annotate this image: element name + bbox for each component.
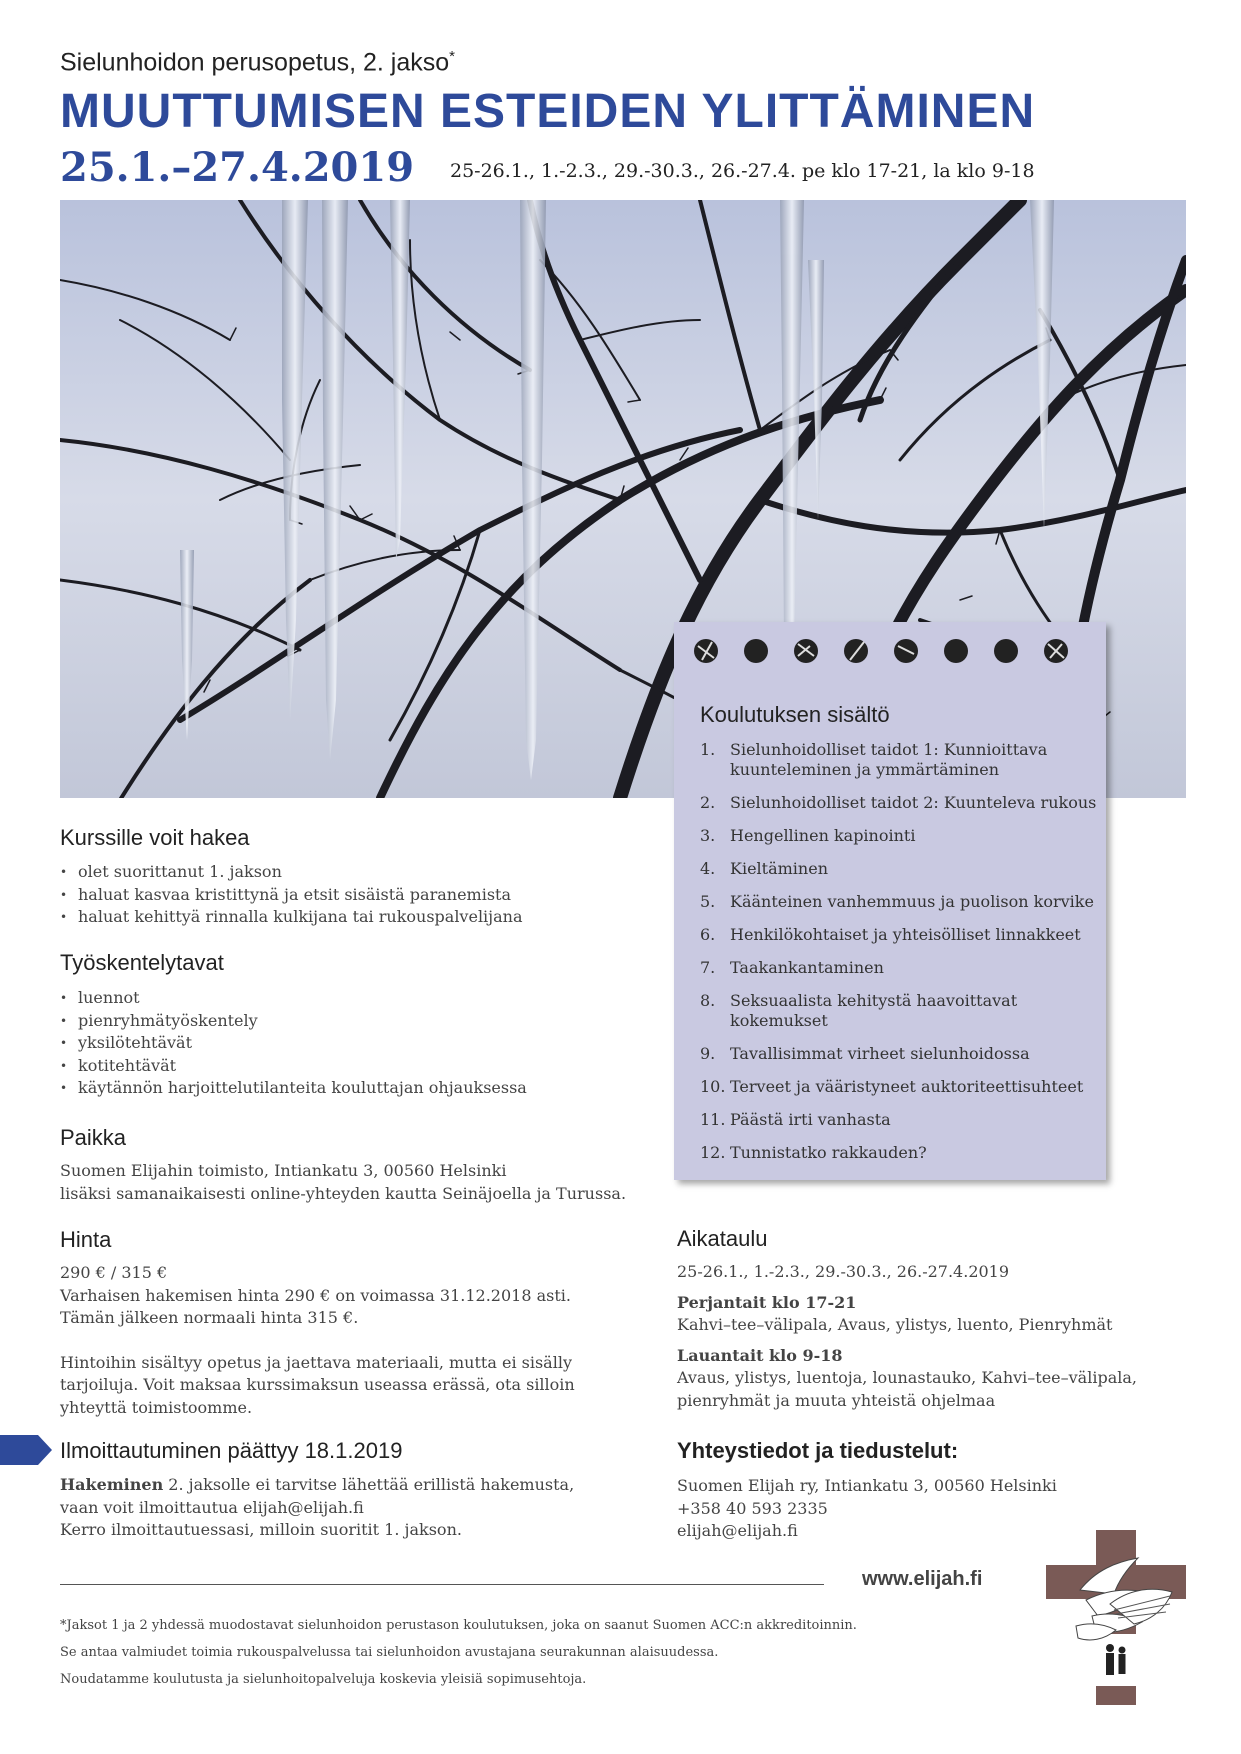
curriculum-item-text: Päästä irti vanhasta (730, 1110, 891, 1129)
curriculum-item-number: 1. (700, 740, 716, 759)
schedule-heading: Aikataulu (677, 1226, 768, 1251)
curriculum-item-number: 4. (700, 859, 716, 878)
curriculum-item-number: 3. (700, 826, 716, 845)
list-item: • haluat kasvaa kristittynä ja etsit sisäistä paranemista (60, 884, 523, 907)
curriculum-item-text: Seksuaalista kehitystä haavoittavat kokemukset (730, 991, 1018, 1030)
curriculum-item-text: Tunnistatko rakkauden? (730, 1143, 927, 1162)
decorative-dots (694, 636, 1094, 666)
footer-divider (60, 1584, 824, 1585)
curriculum-item (700, 740, 1100, 780)
contact-text: Suomen Elijah ry, Intiankatu 3, 00560 Helsinki +358 40 593 2335 elijah@elijah.fi (677, 1476, 1057, 1540)
registration-text: Hakeminen 2. jaksolle ei tarvitse lähettää erillistä hakemusta, vaan voit ilmoittautua elijah@elijah.fi Kerro ilmoittautuessasi, milloin suoritit 1. jakson. (60, 1475, 575, 1539)
curriculum-item (700, 1077, 1100, 1097)
curriculum-item (700, 1143, 1100, 1163)
list-item: • haluat kehittyä rinnalla kulkijana tai rukouspalvelijana (60, 906, 523, 929)
curriculum-item-number: 11. (700, 1110, 726, 1129)
methods-heading: Työskentelytavat (60, 950, 224, 975)
curriculum-item-text: Tavallisimmat virheet sielunhoidossa (730, 1044, 1030, 1063)
curriculum-heading: Koulutuksen sisältö (700, 702, 890, 727)
list-item: • olet suorittanut 1. jakson (60, 861, 523, 884)
curriculum-item-text: Terveet ja vääristyneet auktoriteettisuhteet (730, 1077, 1084, 1096)
curriculum-item-number: 6. (700, 925, 716, 944)
curriculum-item-text: Henkilökohtaiset ja yhteisölliset linnakkeet (730, 925, 1081, 944)
curriculum-item-text: Taakankantaminen (730, 958, 884, 977)
curriculum-item (700, 793, 1100, 813)
curriculum-list (700, 740, 1100, 1176)
website-link[interactable]: www.elijah.fi (862, 1568, 983, 1590)
curriculum-item (700, 1044, 1100, 1064)
curriculum-item-text: Sielunhoidolliset taidot 1: Kunnioittava kuunteleminen ja ymmärtäminen (730, 740, 1048, 779)
list-item: • kotitehtävät (60, 1055, 527, 1078)
curriculum-item-number: 12. (700, 1143, 726, 1162)
list-item: • luennot (60, 987, 527, 1010)
curriculum-item-number: 7. (700, 958, 716, 977)
curriculum-item-number: 2. (700, 793, 716, 812)
list-item: • pienryhmätyöskentely (60, 1010, 527, 1033)
curriculum-item (700, 958, 1100, 978)
list-item: • yksilötehtävät (60, 1032, 527, 1055)
curriculum-box (674, 622, 1106, 1180)
price-heading: Hinta (60, 1227, 112, 1252)
curriculum-item-number: 10. (700, 1077, 726, 1096)
place-text: Suomen Elijahin toimisto, Intiankatu 3, 00560 Helsinki lisäksi samanaikaisesti online-yhteyden kautta Seinäjoella ja Turussa. (60, 1161, 627, 1203)
curriculum-item-number: 5. (700, 892, 716, 911)
eligibility-heading: Kurssille voit hakea (60, 825, 250, 850)
list-item: • käytännön harjoittelutilanteita kouluttajan ohjauksessa (60, 1077, 527, 1100)
contact-heading: Yhteystiedot ja tiedustelut: (677, 1438, 959, 1463)
curriculum-item-text: Sielunhoidolliset taidot 2: Kuunteleva rukous (730, 793, 1097, 812)
course-date-range: 25.1.–27.4.2019 (60, 144, 415, 191)
eligibility-list (60, 861, 523, 929)
curriculum-item-text: Kieltäminen (730, 859, 828, 878)
methods-list (60, 987, 527, 1100)
curriculum-item-text: Käänteinen vanhemmuus ja puolison korvike (730, 892, 1094, 911)
elijah-logo (1046, 1530, 1186, 1705)
footnotes: *Jaksot 1 ja 2 yhdessä muodostavat sielunhoidon perustason koulutuksen, joka on saanut Suomen ACC:n akkreditoinnin. Se antaa valmiudet toimia rukouspalvelussa tai sielunhoidon avustajana seurakunnan alaisuudessa. Noudatamme koulutusta ja sielunhoitopalveluja koskevia yleisiä sopimusehtoja. (60, 1618, 857, 1687)
subtitle: Sielunhoidon perusopetus, 2. jakso* (60, 48, 456, 77)
curriculum-item (700, 826, 1100, 846)
curriculum-item (700, 991, 1100, 1031)
place-heading: Paikka (60, 1125, 127, 1150)
schedule-text: 25-26.1., 1.-2.3., 29.-30.3., 26.-27.4.2019 Perjantait klo 17-21 Kahvi–tee–välipala, Avaus, ylistys, luento, Pienryhmät Lauantait klo 9-18 Avaus, ylistys, luentoja, lounastauko, Kahvi–tee–välipala, pienryhmät ja muuta yhteistä ohjelmaa (677, 1262, 1137, 1410)
curriculum-item-number: 9. (700, 1044, 716, 1063)
page-title: MUUTTUMISEN ESTEIDEN YLITTÄMINEN (60, 85, 1036, 138)
curriculum-item (700, 859, 1100, 879)
curriculum-item-text: Hengellinen kapinointi (730, 826, 916, 845)
curriculum-item-number: 8. (700, 991, 716, 1010)
arrow-tab-marker (0, 1435, 52, 1465)
curriculum-item (700, 1110, 1100, 1130)
curriculum-item (700, 892, 1100, 912)
course-date-detail: 25-26.1., 1.-2.3., 29.-30.3., 26.-27.4. pe klo 17-21, la klo 9-18 (450, 160, 1035, 182)
registration-heading: Ilmoittautuminen päättyy 18.1.2019 (60, 1438, 403, 1463)
curriculum-item (700, 925, 1100, 945)
price-text: 290 € / 315 € Varhaisen hakemisen hinta 290 € on voimassa 31.12.2018 asti. Tämän jälkeen normaali hinta 315 €. Hintoihin sisältyy opetus ja jaettava materiaali, mutta ei sisälly tarjoiluja. Voit maksaa kurssimaksun useassa erässä, ota silloin yhteyttä toimistoomme. (60, 1263, 575, 1417)
